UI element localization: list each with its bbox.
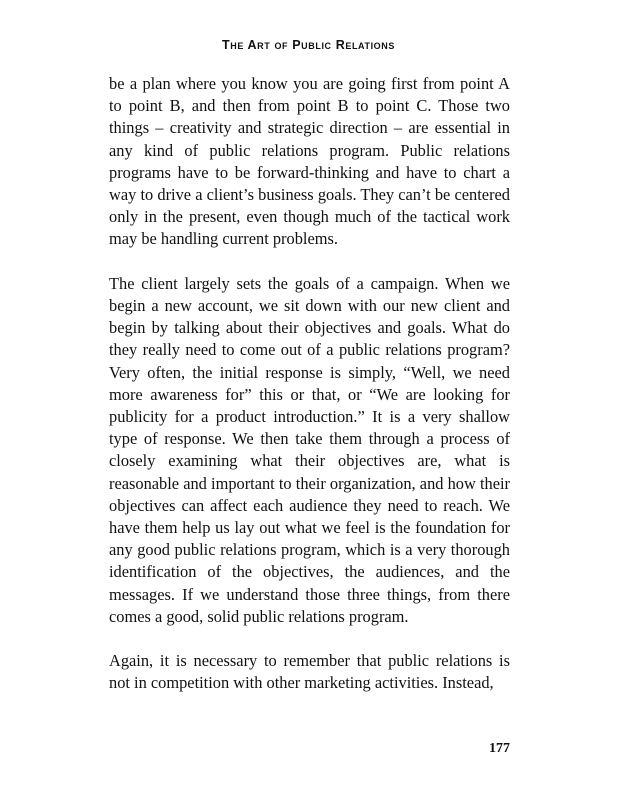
paragraph-3: Again, it is necessary to remember that public relations is not in competition with other marketing activities. Instead, bbox=[109, 651, 510, 693]
body-text bbox=[109, 73, 510, 695]
page-number: 177 bbox=[489, 741, 510, 756]
paragraph-2: The client largely sets the goals of a campaign. When we begin a new account, we sit down with our new client and begin by talking about their objectives and goals. What do they really need to come out of a public relations program? Very often, the initial response is simply, “Well, we need more awareness for” this or that, or “We are looking for publicity for a product introduction.” It is a very shallow type of response. We then take them through a process of closely examining what their objectives are, what is reasonable and important to their organization, and how their objectives can affect each audience they need to reach. We have them help us lay out what we feel is the foundation for any good public relations program, which is a very thorough identification of the objectives, the audiences, and the messages. If we understand those three things, from there comes a good, solid public relations program. bbox=[109, 273, 510, 626]
paragraph-1: be a plan where you know you are going first from point A to point B, and then from point B to point C. Those two things – creativity and strategic direction – are essential in any kind of public relations program. Public relations programs have to be forward-thinking and have to chart a way to drive a client’s business goals. They can’t be centered only in the present, even though much of the tactical work may be handling current problems. bbox=[109, 74, 510, 249]
running-head-title: The Art of Public Relations bbox=[222, 38, 395, 52]
